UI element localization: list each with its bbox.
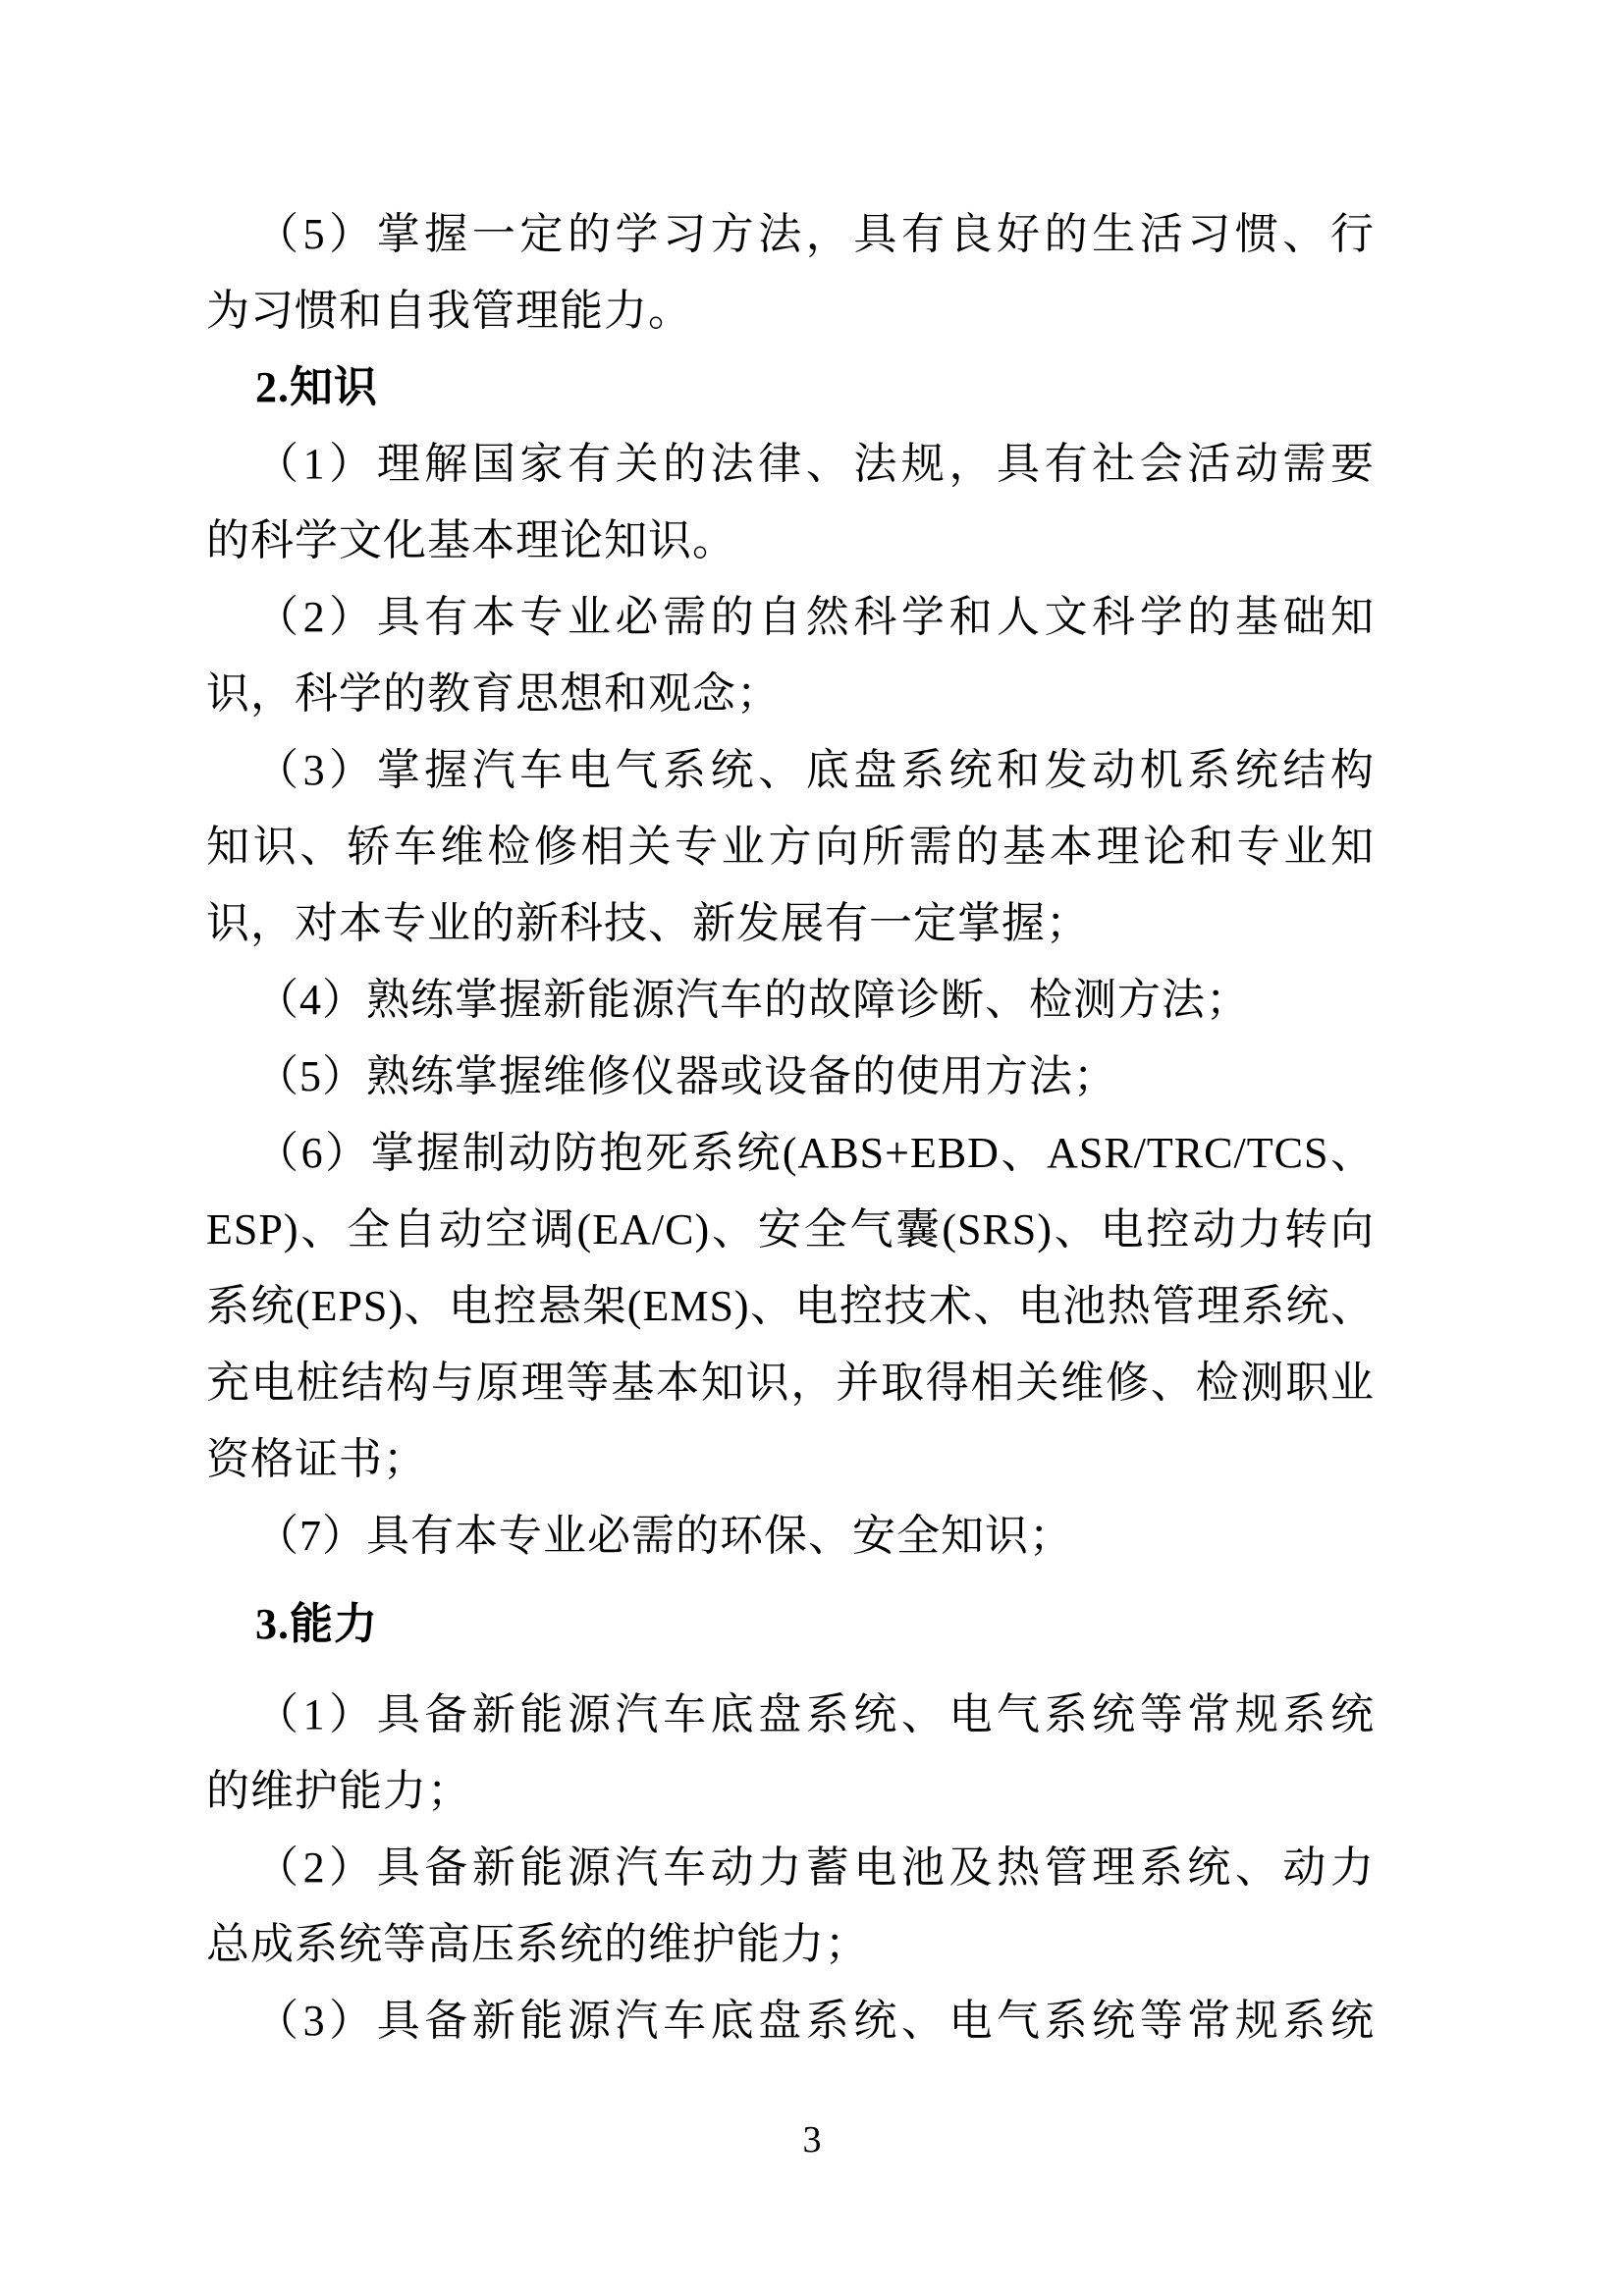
paragraph (206, 1039, 1375, 1115)
paragraph-line: 的科学文化基本理论知识。 (206, 516, 736, 564)
paragraph-line: （2）具有本专业必需的自然科学和人文科学的基础知 (255, 593, 1375, 641)
paragraph-line: 资格证书； (206, 1435, 427, 1483)
paragraph (206, 1983, 1375, 2059)
paragraph-line: 为习惯和自我管理能力。 (206, 287, 692, 335)
paragraph-line: ESP)、全自动空调(EA/C)、安全气囊(SRS)、电控动力转向 (206, 1205, 1375, 1254)
paragraph (206, 579, 1375, 732)
paragraph-line: 充电桩结构与原理等基本知识，并取得相关维修、检测职业 (206, 1359, 1375, 1407)
paragraph-line: 总成系统等高压系统的维护能力； (206, 1920, 869, 1968)
paragraph-line: 知识、轿车维检修相关专业方向所需的基本理论和专业知 (206, 823, 1375, 871)
paragraph (206, 1830, 1375, 1983)
section-heading-ability: 3.能力 (255, 1600, 378, 1648)
document-text-block (206, 196, 1375, 2059)
paragraph (206, 1115, 1375, 1498)
paragraph-line: （1）具备新能源汽车底盘系统、电气系统等常规系统 (255, 1690, 1375, 1738)
paragraph-line: （7）具有本专业必需的环保、安全知识； (255, 1512, 1073, 1560)
paragraph (206, 1677, 1375, 1830)
page-number: 3 (802, 2119, 822, 2161)
paragraph (206, 196, 1375, 349)
paragraph (206, 732, 1375, 962)
paragraph-line: 识，科学的教育思想和观念； (206, 669, 781, 718)
paragraph-line: （2）具备新能源汽车动力蓄电池及热管理系统、动力 (255, 1843, 1375, 1892)
paragraph-line: （1）理解国家有关的法律、法规，具有社会活动需要 (255, 440, 1375, 488)
paragraph-line: 系统(EPS)、电控悬架(EMS)、电控技术、电池热管理系统、 (206, 1282, 1375, 1330)
paragraph-line: 的维护能力； (206, 1767, 471, 1815)
paragraph-line: （5）熟练掌握维修仪器或设备的使用方法； (255, 1052, 1117, 1100)
paragraph-line: （4）熟练掌握新能源汽车的故障诊断、检测方法； (255, 976, 1250, 1024)
paragraph-line: （3）掌握汽车电气系统、底盘系统和发动机系统结构 (255, 746, 1375, 794)
paragraph (206, 1498, 1375, 1575)
paragraph (206, 962, 1375, 1039)
section-heading-knowledge: 2.知识 (255, 363, 378, 411)
paragraph-line: （5）掌握一定的学习方法，具有良好的生活习惯、行 (255, 210, 1375, 258)
paragraph (206, 426, 1375, 579)
paragraph-line: （3）具备新能源汽车底盘系统、电气系统等常规系统 (255, 1997, 1375, 2045)
paragraph-line: （6）掌握制动防抱死系统(ABS+EBD、ASR/TRC/TCS、 (255, 1129, 1375, 1177)
paragraph-line: 识，对本专业的新科技、新发展有一定掌握； (206, 899, 1090, 947)
